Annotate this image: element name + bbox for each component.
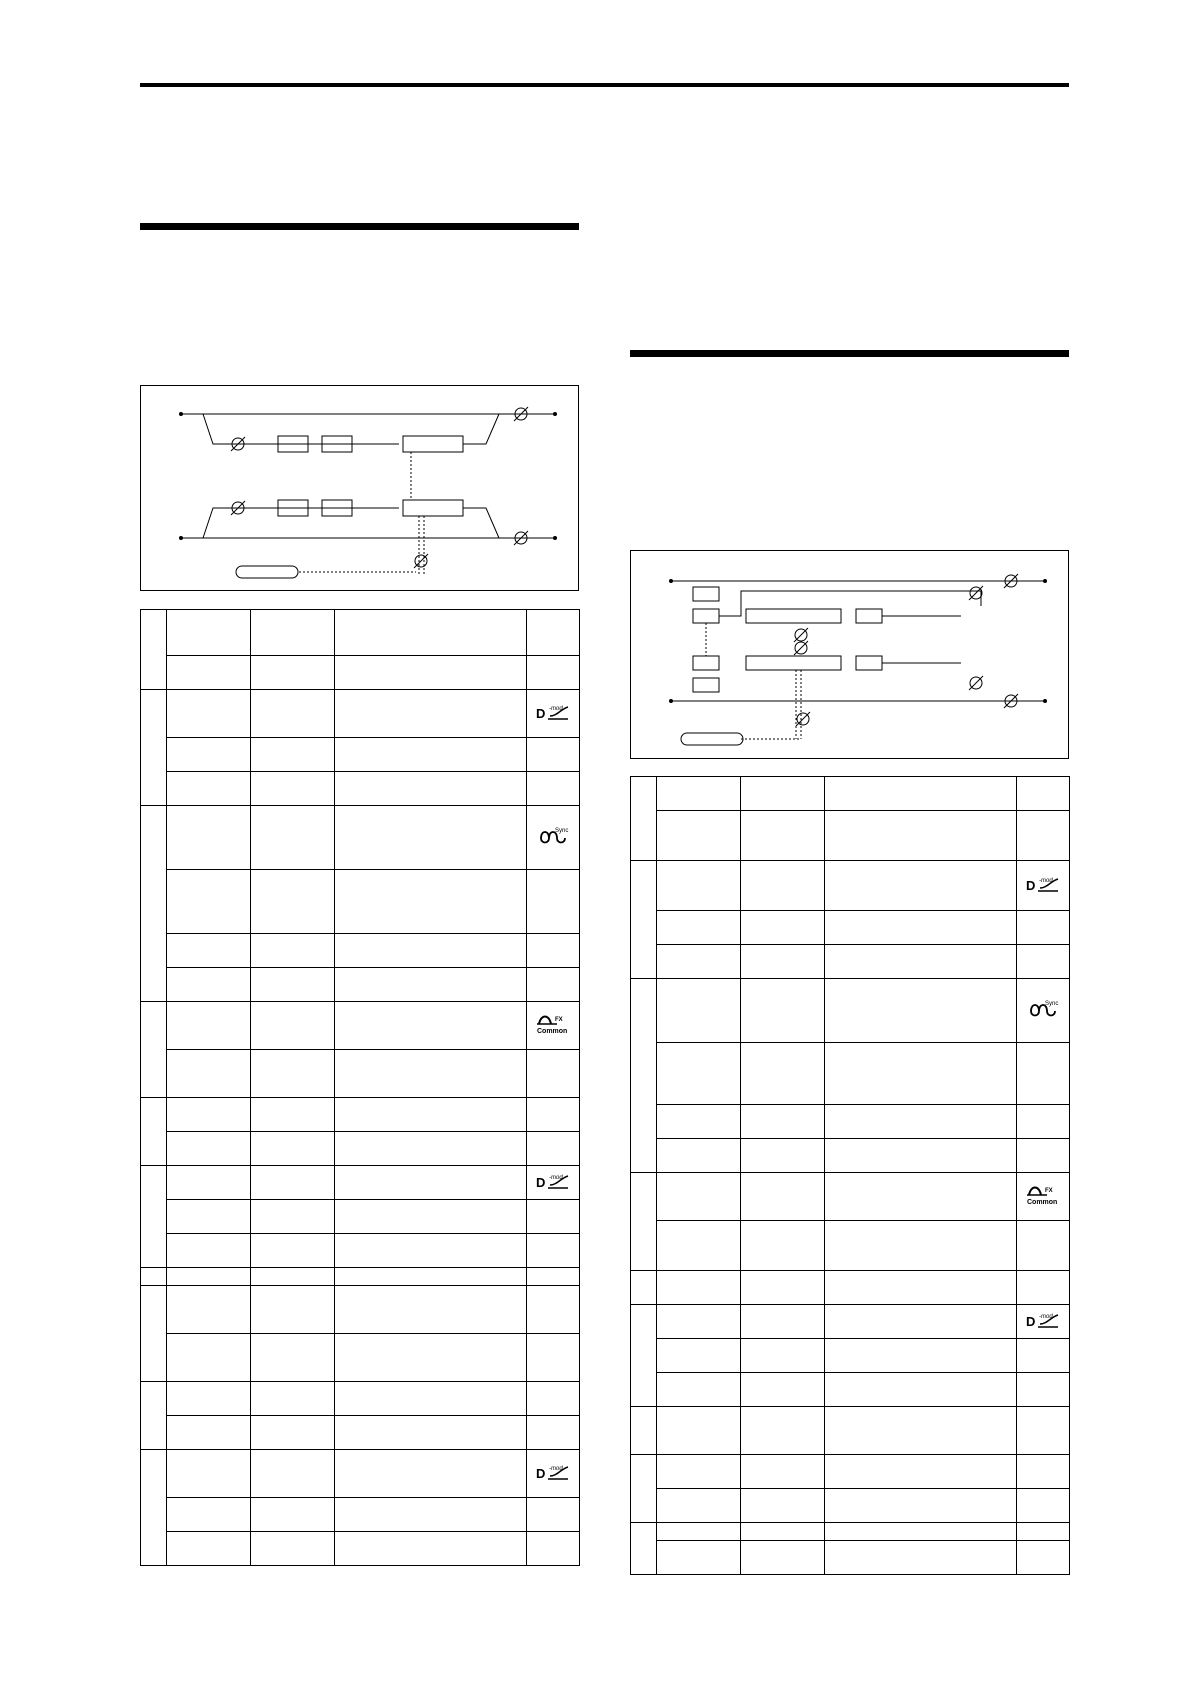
param-name-cell [657,1339,741,1373]
icon-cell [1017,911,1070,945]
right-diagram-svg [631,551,1068,758]
svg-text:Sync: Sync [555,828,569,834]
table-row [631,1221,1070,1271]
icon-cell [1017,1455,1070,1489]
group-label-cell [141,690,167,806]
table-row [141,690,580,738]
param-name-cell [657,1271,741,1305]
icon-cell [527,1050,580,1098]
param-name-cell [657,1373,741,1407]
bottom-filter-block [856,656,882,670]
param-name-cell [167,1532,251,1566]
param-name-cell [167,934,251,968]
description-cell [335,1050,527,1098]
page-top-rule [140,83,1069,87]
icon-cell [527,1200,580,1234]
param-name-cell [657,1221,741,1271]
group-label-cell [141,806,167,1002]
description-cell [825,1221,1017,1271]
table-row [141,1098,580,1132]
value-range-cell [251,1098,335,1132]
param-name-cell [657,1173,741,1221]
table-row [631,811,1070,861]
param-name-cell [167,690,251,738]
icon-cell [527,1532,580,1566]
svg-text:FX: FX [1045,1188,1053,1194]
value-range-cell [251,1268,335,1286]
value-range-cell [251,1200,335,1234]
table-row [141,870,580,934]
icon-cell [1017,1407,1070,1455]
table-row [141,1268,580,1286]
value-range-cell [741,1105,825,1139]
icon-cell [527,968,580,1002]
value-range-cell [251,1450,335,1498]
description-cell [335,1498,527,1532]
description-cell [335,1098,527,1132]
table-row [631,1373,1070,1407]
value-range-cell [741,777,825,811]
group-label-cell [631,777,657,861]
description-cell [825,1043,1017,1105]
value-range-cell [741,811,825,861]
value-range-cell [251,870,335,934]
icon-cell [1017,979,1070,1043]
value-range-cell [741,911,825,945]
description-cell [335,656,527,690]
icon-cell [1017,811,1070,861]
description-cell [825,811,1017,861]
group-label-cell [141,1450,167,1566]
icon-cell [527,1268,580,1286]
icon-cell [527,738,580,772]
lfo-box [681,733,743,745]
left-section-bar [140,223,579,230]
param-name-cell [657,945,741,979]
param-name-cell [167,1498,251,1532]
value-range-cell [741,1407,825,1455]
table-row [141,968,580,1002]
table-row [631,911,1070,945]
svg-text:D: D [1026,878,1036,893]
icon-cell [1017,1271,1070,1305]
icon-cell [1017,861,1070,911]
value-range-cell [251,934,335,968]
hpf-bottom [693,678,719,692]
param-name-cell [167,1334,251,1382]
description-cell [825,945,1017,979]
value-range-cell [741,861,825,911]
group-label-cell [631,1407,657,1455]
value-range-cell [251,1002,335,1050]
icon-cell [1017,777,1070,811]
group-label-cell [631,1523,657,1575]
description-cell [335,1268,527,1286]
param-name-cell [657,1489,741,1523]
icon-cell [527,1382,580,1416]
top-filter-block [856,609,882,623]
value-range-cell [251,968,335,1002]
table-row [631,1305,1070,1339]
sync-icon [1025,1001,1061,1022]
bottom-effect-block [746,656,841,670]
description-cell [335,690,527,738]
param-name-cell [167,610,251,656]
table-row [631,1173,1070,1221]
lpf-bottom [693,656,719,670]
hpf-top [693,587,719,601]
icon-cell [1017,1305,1070,1339]
icon-cell [527,934,580,968]
description-cell [825,1173,1017,1221]
param-name-cell [657,1305,741,1339]
top-effect-block [403,436,463,452]
description-cell [335,610,527,656]
param-name-cell [167,1166,251,1200]
value-range-cell [251,690,335,738]
value-range-cell [741,1043,825,1105]
description-cell [335,1132,527,1166]
table-row [631,1523,1070,1541]
icon-cell [1017,1541,1070,1575]
table-row [631,1455,1070,1489]
description-cell [825,1373,1017,1407]
fx-common-icon [535,1017,571,1039]
right-signal-flow-diagram [630,550,1069,759]
description-cell [825,1305,1017,1339]
value-range-cell [251,1286,335,1334]
description-cell [335,1416,527,1450]
table-row [141,1382,580,1416]
left-diagram-svg [141,386,578,590]
table-row [141,1334,580,1382]
param-name-cell [167,1200,251,1234]
description-cell [335,772,527,806]
description-cell [335,1450,527,1498]
param-name-cell [657,1541,741,1575]
group-label-cell [141,610,167,690]
table-row [141,934,580,968]
description-cell [335,1200,527,1234]
param-name-cell [167,806,251,870]
table-row [141,1532,580,1566]
table-row [631,1105,1070,1139]
svg-text:D: D [536,1175,546,1190]
description-cell [825,1455,1017,1489]
dmod-icon [1025,1314,1061,1332]
icon-cell [527,772,580,806]
dmod-icon [1025,878,1061,896]
value-range-cell [251,806,335,870]
param-name-cell [657,911,741,945]
icon-cell [527,690,580,738]
table-row [631,777,1070,811]
param-name-cell [657,861,741,911]
table-row [631,1489,1070,1523]
description-cell [825,1523,1017,1541]
table-row [631,861,1070,911]
value-range-cell [741,1173,825,1221]
table-row [141,1132,580,1166]
param-name-cell [167,1002,251,1050]
fx-common-icon [1025,1188,1061,1210]
right-section-bar [630,350,1069,357]
table-row [631,1043,1070,1105]
group-label-cell [141,1286,167,1382]
value-range-cell [251,738,335,772]
table-row [141,1416,580,1450]
icon-cell [527,1498,580,1532]
param-name-cell [167,656,251,690]
lfo-box [236,566,298,578]
table-row [141,1450,580,1498]
table-row [141,1166,580,1200]
dmod-icon [535,1466,571,1484]
icon-cell [527,806,580,870]
group-label-cell [631,1173,657,1271]
value-range-cell [741,1339,825,1373]
right-parameter-table [630,776,1070,1575]
icon-cell [527,1132,580,1166]
value-range-cell [251,1382,335,1416]
icon-cell [1017,1173,1070,1221]
table-row [141,1234,580,1268]
description-cell [335,870,527,934]
param-name-cell [657,1407,741,1455]
group-label-cell [141,1382,167,1450]
svg-text:-mod: -mod [1039,1314,1053,1320]
icon-cell [527,656,580,690]
group-label-cell [631,979,657,1173]
param-name-cell [167,738,251,772]
svg-text:-mod: -mod [1039,878,1053,884]
table-row [631,1271,1070,1305]
description-cell [335,806,527,870]
value-range-cell [251,1132,335,1166]
table-row [631,979,1070,1043]
value-range-cell [251,1050,335,1098]
value-range-cell [741,945,825,979]
description-cell [335,1334,527,1382]
description-cell [825,911,1017,945]
value-range-cell [251,1532,335,1566]
table-row [141,656,580,690]
table-row [141,1498,580,1532]
value-range-cell [741,1455,825,1489]
param-name-cell [657,1043,741,1105]
description-cell [825,1139,1017,1173]
param-name-cell [167,1234,251,1268]
value-range-cell [741,1373,825,1407]
table-row [141,610,580,656]
svg-text:Common: Common [1027,1199,1058,1206]
table-row [631,945,1070,979]
description-cell [335,1382,527,1416]
table-row [631,1541,1070,1575]
description-cell [335,934,527,968]
icon-cell [527,1002,580,1050]
description-cell [335,1286,527,1334]
icon-cell [1017,1139,1070,1173]
svg-text:FX: FX [555,1017,563,1023]
value-range-cell [251,1234,335,1268]
group-label-cell [141,1002,167,1098]
description-cell [335,1234,527,1268]
icon-cell [1017,945,1070,979]
table-row [141,1050,580,1098]
param-name-cell [167,772,251,806]
description-cell [335,1002,527,1050]
description-cell [825,1489,1017,1523]
value-range-cell [251,1416,335,1450]
lpf-top [693,609,719,623]
param-name-cell [657,1523,741,1541]
table-row [141,738,580,772]
group-label-cell [141,1268,167,1286]
value-range-cell [251,656,335,690]
icon-cell [527,1416,580,1450]
value-range-cell [741,1221,825,1271]
value-range-cell [741,1305,825,1339]
description-cell [335,1166,527,1200]
param-name-cell [167,1098,251,1132]
param-name-cell [167,1450,251,1498]
top-effect-block [746,609,841,623]
icon-cell [527,1334,580,1382]
description-cell [335,738,527,772]
value-range-cell [741,1489,825,1523]
sync-icon [535,828,571,849]
description-cell [825,861,1017,911]
table-row [631,1139,1070,1173]
param-name-cell [167,968,251,1002]
svg-text:D: D [536,1466,546,1481]
table-row [141,1286,580,1334]
description-cell [825,1105,1017,1139]
param-name-cell [167,1050,251,1098]
value-range-cell [251,772,335,806]
group-label-cell [631,1455,657,1523]
icon-cell [1017,1221,1070,1271]
icon-cell [527,610,580,656]
table-row [141,1200,580,1234]
description-cell [825,777,1017,811]
value-range-cell [251,1498,335,1532]
param-name-cell [657,777,741,811]
description-cell [825,1271,1017,1305]
icon-cell [527,1166,580,1200]
svg-text:-mod: -mod [549,706,563,712]
value-range-cell [741,1271,825,1305]
group-label-cell [631,1305,657,1407]
bottom-effect-block [403,500,463,516]
description-cell [825,1339,1017,1373]
param-name-cell [167,1416,251,1450]
param-name-cell [167,1132,251,1166]
table-row [141,1002,580,1050]
icon-cell [1017,1489,1070,1523]
icon-cell [1017,1339,1070,1373]
description-cell [335,1532,527,1566]
icon-cell [527,1234,580,1268]
param-name-cell [657,1105,741,1139]
table-row [631,1339,1070,1373]
value-range-cell [741,1523,825,1541]
param-name-cell [657,811,741,861]
svg-text:Sync: Sync [1045,1001,1059,1007]
param-name-cell [167,1268,251,1286]
icon-cell [527,1286,580,1334]
icon-cell [1017,1373,1070,1407]
dmod-icon [535,706,571,724]
svg-text:D: D [536,706,546,721]
table-row [141,806,580,870]
icon-cell [527,870,580,934]
svg-text:-mod: -mod [549,1175,563,1181]
icon-cell [527,1450,580,1498]
value-range-cell [741,1541,825,1575]
icon-cell [1017,1523,1070,1541]
left-signal-flow-diagram [140,385,579,591]
description-cell [825,1407,1017,1455]
table-row [141,772,580,806]
left-parameter-table [140,609,580,1566]
value-range-cell [251,1334,335,1382]
param-name-cell [657,1455,741,1489]
param-name-cell [167,1382,251,1416]
description-cell [335,968,527,1002]
value-range-cell [741,979,825,1043]
group-label-cell [141,1098,167,1166]
icon-cell [1017,1105,1070,1139]
description-cell [825,979,1017,1043]
dmod-icon [535,1175,571,1193]
value-range-cell [251,610,335,656]
svg-text:-mod: -mod [549,1466,563,1472]
param-name-cell [657,1139,741,1173]
icon-cell [527,1098,580,1132]
icon-cell [1017,1043,1070,1105]
param-name-cell [167,870,251,934]
group-label-cell [631,861,657,979]
param-name-cell [657,979,741,1043]
table-row [631,1407,1070,1455]
group-label-cell [141,1166,167,1268]
value-range-cell [741,1139,825,1173]
svg-text:D: D [1026,1314,1036,1329]
group-label-cell [631,1271,657,1305]
svg-text:Common: Common [537,1028,568,1035]
param-name-cell [167,1286,251,1334]
value-range-cell [251,1166,335,1200]
description-cell [825,1541,1017,1575]
